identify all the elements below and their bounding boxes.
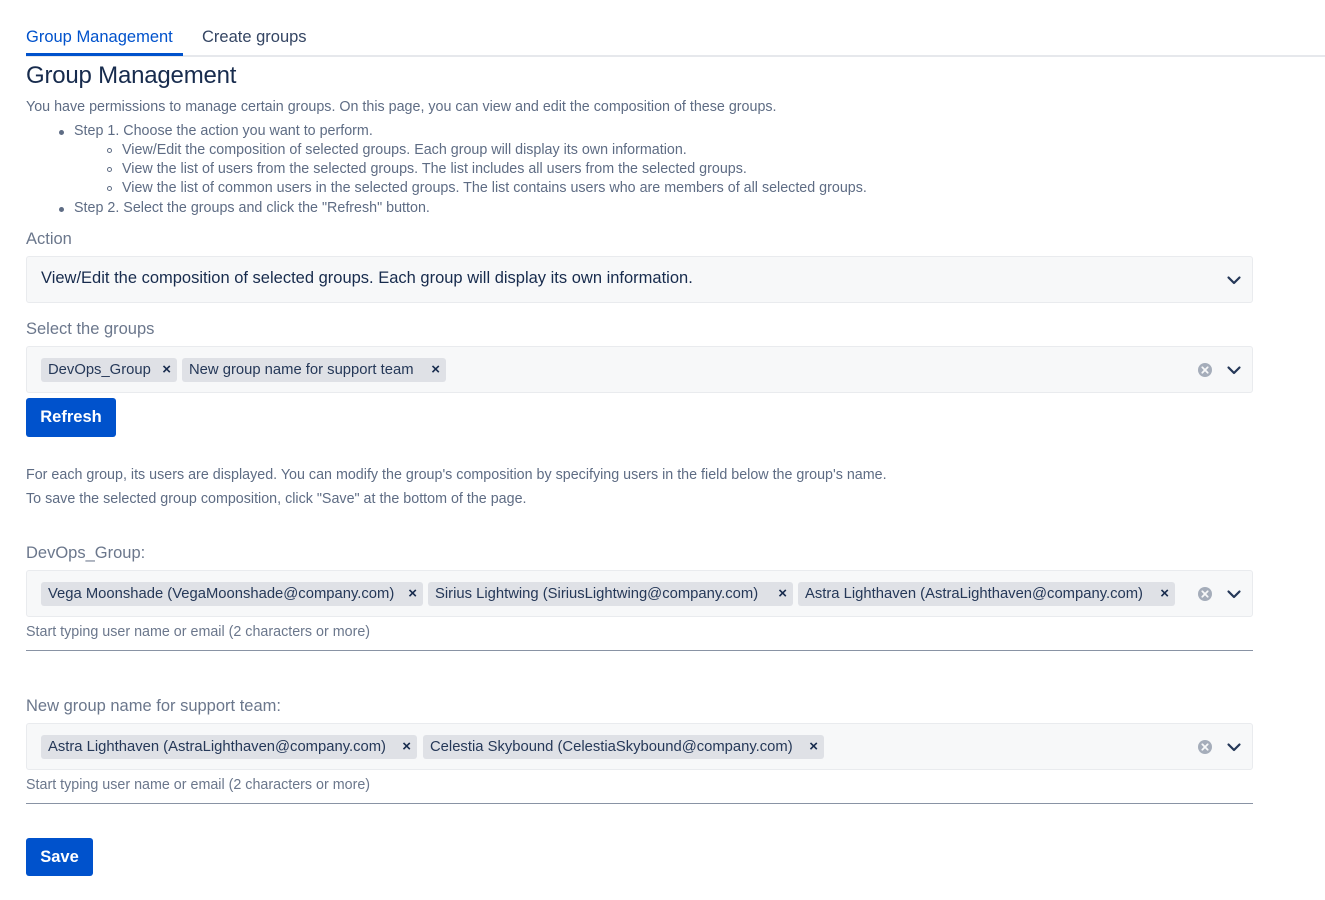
group-users-select[interactable] — [26, 723, 1253, 770]
close-icon[interactable]: × — [402, 738, 411, 755]
tab-create-groups[interactable]: Create groups — [202, 28, 307, 46]
close-icon[interactable]: × — [162, 361, 171, 378]
close-icon[interactable]: × — [809, 738, 818, 755]
user-chip — [423, 735, 824, 759]
group-users-select[interactable] — [26, 570, 1253, 617]
info-line-1: For each group, its users are displayed. You can modify the group's composition by specifying users in the field below the group's name. — [26, 467, 887, 483]
action-selected-value: View/Edit the composition of selected groups. Each group will display its own information. — [41, 269, 693, 287]
info-line-2: To save the selected group composition, click "Save" at the bottom of the page. — [26, 491, 527, 507]
step-1-option-text: View the list of users from the selected groups. The list includes all users from the selected groups. — [122, 161, 747, 177]
chevron-down-icon[interactable] — [1225, 585, 1243, 603]
groups-select[interactable] — [26, 346, 1253, 393]
step-1-option — [122, 180, 867, 196]
refresh-button[interactable]: Refresh — [26, 398, 116, 437]
user-chip — [41, 735, 417, 759]
close-icon[interactable]: × — [431, 361, 440, 378]
close-icon[interactable]: × — [1160, 585, 1169, 602]
tab-bar — [26, 0, 1325, 57]
user-chip — [428, 582, 793, 606]
chevron-down-icon[interactable] — [1225, 271, 1243, 289]
bullet — [59, 207, 64, 212]
group-chip-label: New group name for support team — [189, 362, 414, 378]
user-input-hint: Start typing user name or email (2 characters or more) — [26, 624, 371, 640]
user-chip — [798, 582, 1175, 606]
action-select[interactable] — [26, 256, 1253, 303]
page-title: Group Management — [26, 62, 237, 89]
step-1-option — [122, 161, 747, 177]
divider — [26, 650, 1253, 651]
user-input-hint: Start typing user name or email (2 characters or more) — [26, 777, 371, 793]
step-2-text: Step 2. Select the groups and click the "Refresh" button. — [74, 200, 430, 216]
tab-group-management[interactable]: Group Management — [26, 28, 173, 46]
close-icon[interactable]: × — [778, 585, 787, 602]
clear-circle-icon[interactable] — [1197, 586, 1213, 602]
step-2-item — [74, 200, 430, 216]
bullet — [59, 130, 64, 135]
circle-bullet — [107, 148, 112, 153]
action-label: Action — [26, 230, 72, 248]
clear-circle-icon[interactable] — [1197, 362, 1213, 378]
chevron-down-icon[interactable] — [1225, 738, 1243, 756]
close-icon[interactable]: × — [408, 585, 417, 602]
select-groups-label: Select the groups — [26, 320, 155, 338]
circle-bullet — [107, 186, 112, 191]
group-section-title: DevOps_Group: — [26, 544, 146, 562]
active-tab-indicator — [26, 53, 183, 56]
user-chip-label: Celestia Skybound (CelestiaSkybound@company.com) — [430, 739, 793, 755]
user-chip-label: Sirius Lightwing (SiriusLightwing@company.com) — [435, 586, 759, 602]
group-section-title: New group name for support team: — [26, 697, 281, 715]
chevron-down-icon[interactable] — [1225, 361, 1243, 379]
group-chip — [182, 358, 446, 382]
divider — [26, 803, 1253, 804]
user-chip-label: Vega Moonshade (VegaMoonshade@company.com) — [48, 586, 395, 602]
step-1-text: Step 1. Choose the action you want to perform. — [74, 123, 373, 139]
step-1-item — [74, 123, 373, 139]
user-chip — [41, 582, 423, 606]
step-1-option-text: View/Edit the composition of selected groups. Each group will display its own information. — [122, 142, 687, 158]
step-1-option-text: View the list of common users in the selected groups. The list contains users who are members of all selected groups. — [122, 180, 867, 196]
user-chip-label: Astra Lighthaven (AstraLighthaven@company.com) — [805, 586, 1143, 602]
save-button[interactable]: Save — [26, 838, 93, 876]
group-chip-label: DevOps_Group — [48, 362, 151, 378]
intro-text: You have permissions to manage certain groups. On this page, you can view and edit the composition of these groups. — [26, 99, 777, 115]
user-chip-label: Astra Lighthaven (AstraLighthaven@company.com) — [48, 739, 386, 755]
step-1-option — [122, 142, 687, 158]
clear-circle-icon[interactable] — [1197, 739, 1213, 755]
circle-bullet — [107, 167, 112, 172]
group-chip — [41, 358, 177, 382]
